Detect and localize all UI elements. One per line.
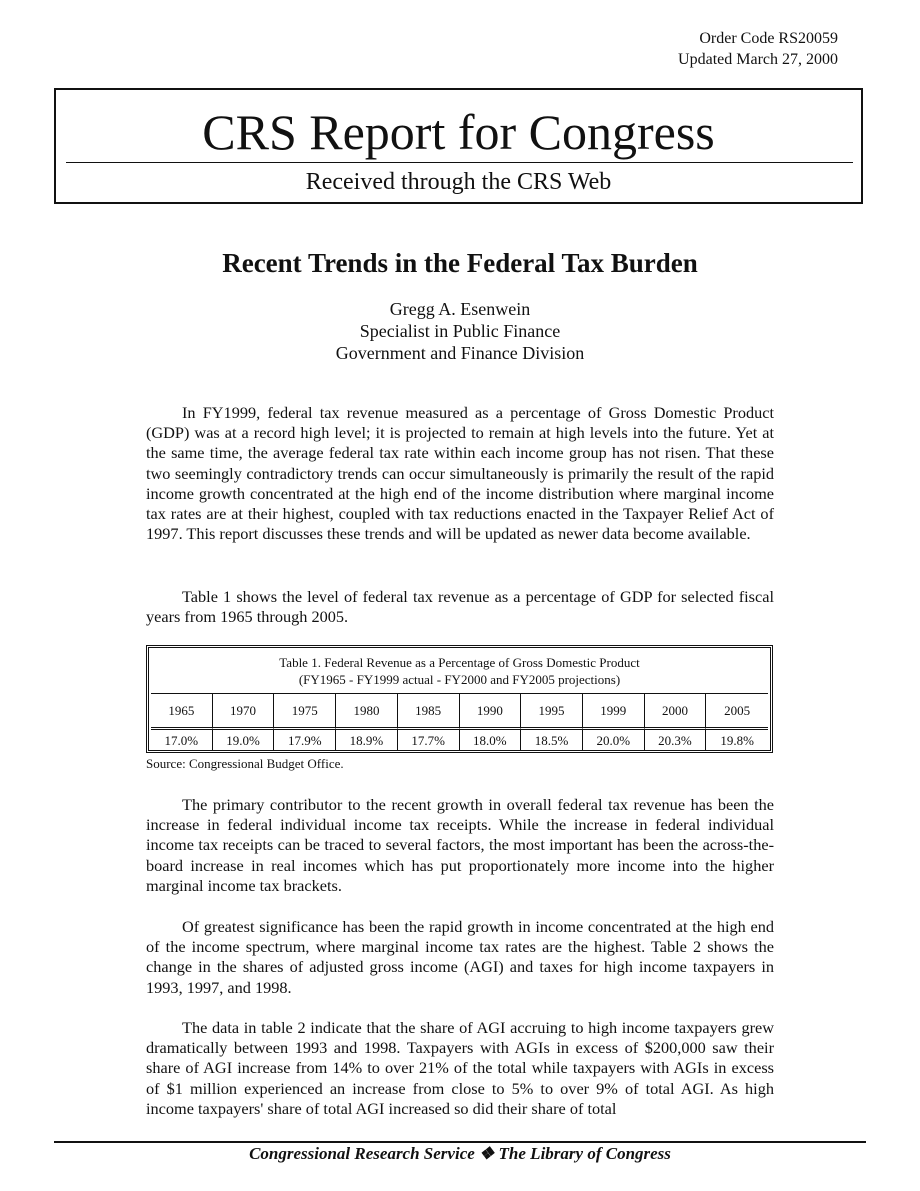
paragraph-5-block bbox=[146, 1018, 774, 1119]
table-caption-line1: Table 1. Federal Revenue as a Percentage of Gross Domestic Product bbox=[279, 655, 640, 670]
author-division: Government and Finance Division bbox=[335, 343, 585, 363]
table-year-cell: 1975 bbox=[274, 694, 336, 730]
table-year-cell: 1985 bbox=[398, 694, 460, 730]
paragraph-4-block bbox=[146, 917, 774, 998]
table-year-cell: 1965 bbox=[151, 694, 213, 730]
author-name: Gregg A. Esenwein bbox=[389, 299, 531, 319]
updated-date: Updated March 27, 2000 bbox=[678, 51, 838, 68]
table-value-cell: 19.8% bbox=[720, 732, 754, 748]
paragraph-2: Table 1 shows the level of federal tax revenue as a percentage of GDP for selected fiscal years from 1965 through 2005. bbox=[146, 587, 774, 627]
table-value-cell: 17.0% bbox=[151, 730, 213, 751]
order-code: Order Code RS20059 bbox=[699, 30, 838, 47]
page-footer bbox=[0, 1143, 920, 1165]
table-caption-line2: (FY1965 - FY1999 actual - FY2000 and FY2005 projections) bbox=[298, 672, 621, 687]
paragraph-4: Of greatest significance has been the rapid growth in income concentrated at the high end of the income spectrum, where marginal income tax rates are the highest. Table 2 shows the change in the shares of adjusted gross income (AGI) and taxes for high income taxpayers in 1993, 1997, and 1998. bbox=[146, 917, 774, 997]
ornament-icon: ❖ bbox=[479, 1144, 495, 1163]
table-value-cell: 18.0% bbox=[460, 730, 522, 751]
author-role: Specialist in Public Finance bbox=[359, 321, 561, 341]
table-value-cell: 19.0% bbox=[213, 730, 275, 751]
order-code-block bbox=[678, 28, 838, 70]
author-block bbox=[0, 298, 920, 364]
table-year-cell: 1999 bbox=[583, 694, 645, 730]
table-year-cell: 2000 bbox=[645, 694, 707, 730]
table-source: Source: Congressional Budget Office. bbox=[146, 756, 344, 771]
crs-banner bbox=[54, 88, 863, 204]
table-value-cell: 20.3% bbox=[645, 730, 707, 751]
table-year-cell: 1970 bbox=[213, 694, 275, 730]
banner-subtitle: Received through the CRS Web bbox=[305, 169, 612, 195]
table-year-cell: 1980 bbox=[336, 694, 398, 730]
table-grid bbox=[151, 693, 768, 748]
table-year-cell: 1990 bbox=[460, 694, 522, 730]
footer-right-text: The Library of Congress bbox=[498, 1144, 671, 1163]
revenue-table bbox=[146, 645, 773, 753]
table-caption bbox=[149, 654, 770, 688]
table-value-cell: 20.0% bbox=[583, 730, 645, 751]
paragraph-1: In FY1999, federal tax revenue measured as a percentage of Gross Domestic Product (GDP) was at a record high level; it is projected to remain at high levels into the future. Yet at the same time, the average federal tax rate within each income group has not risen. That these two seemingly contradictory trends can occur simultaneously is primarily the result of the rapid income growth concentrated at the high end of the income distribution where marginal income tax rates are at their highest, coupled with tax reductions enacted in the Taxpayer Relief Act of 1997. This report discusses these trends and will be updated as newer data become available. bbox=[146, 403, 774, 544]
paragraph-1-block bbox=[146, 403, 774, 544]
report-title: Recent Trends in the Federal Tax Burden bbox=[222, 248, 698, 278]
banner-divider bbox=[66, 162, 853, 163]
paragraph-3: The primary contributor to the recent growth in overall federal tax revenue has been the increase in federal individual income tax receipts. While the increase in federal individual income tax receipts can be traced to several factors, the most important has been the across-the-board increase in real incomes which has put proportionately more income into the higher marginal income tax brackets. bbox=[146, 795, 774, 895]
table-value-cell: 17.7% bbox=[398, 730, 460, 751]
paragraph-2-block bbox=[146, 587, 774, 627]
paragraph-5: The data in table 2 indicate that the share of AGI accruing to high income taxpayers grew dramatically between 1993 and 1998. Taxpayers with AGIs in excess of $200,000 saw their share of AGI increase from 14% to over 21% of the total while taxpayers with AGIs in excess of $1 million experienced an increase from close to 5% to over 9% of total AGI. As high income taxpayers' share of total AGI increased so did their share of total bbox=[146, 1018, 774, 1118]
paragraph-3-block bbox=[146, 795, 774, 896]
table-value-cell: 17.9% bbox=[274, 730, 336, 751]
footer-left-text: Congressional Research Service bbox=[249, 1144, 475, 1163]
banner-title: CRS Report for Congress bbox=[202, 104, 715, 160]
table-year-cell: 2005 bbox=[706, 694, 768, 730]
table-value-cell: 18.9% bbox=[336, 730, 398, 751]
table-year-cell: 1995 bbox=[521, 694, 583, 730]
table-value-cell: 18.5% bbox=[521, 730, 583, 751]
